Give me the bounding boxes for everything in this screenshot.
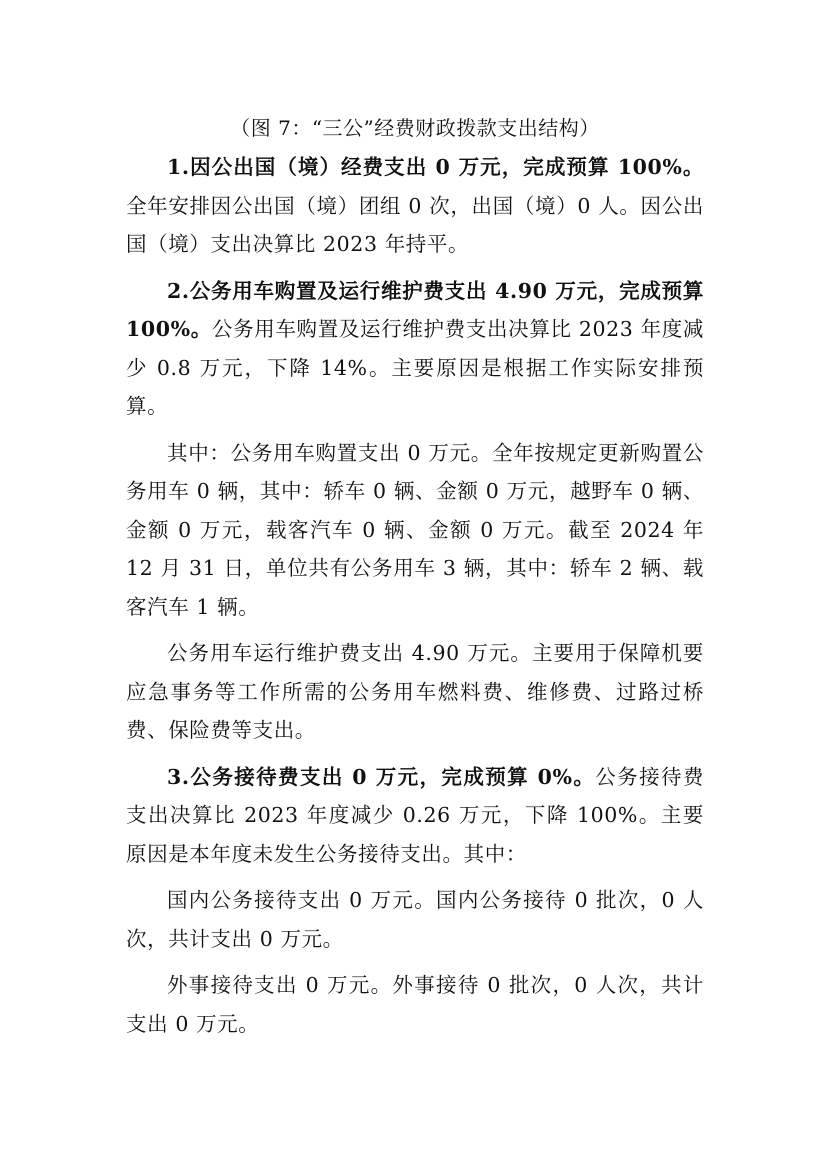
- paragraph-body: 公务用车运行维护费支出 4.90 万元。主要用于保障机要应急事务等工作所需的公务用车燃料费、维修费、过路过桥费、保险费等支出。: [126, 641, 704, 742]
- paragraph-vehicle-purchase: [126, 434, 704, 627]
- paragraph-overseas-travel: [126, 148, 704, 264]
- paragraph-body: 其中：公务用车购置支出 0 万元。全年按规定更新购置公务用车 0 辆，其中：轿车 0 辆、金额 0 万元，越野车 0 辆、金额 0 万元，载客汽车 0 辆、金额 0 万元。截至 2024 年 12 月 31 日，单位共有公务用车 3 辆，其中：轿车 2 辆、载客汽车 1 辆。: [126, 440, 704, 619]
- paragraph-body: 全年安排因公出国（境）团组 0 次，出国（境）0 人。因公出国（境）支出决算比 2023 年持平。: [126, 193, 704, 256]
- paragraph-body: 公务接待费支出决算比 2023 年度减少 0.26 万元，下降 100%。主要原因是本年度未发生公务接待支出。其中：: [126, 764, 704, 866]
- paragraph-vehicle-costs: [126, 272, 704, 426]
- paragraph-heading: 2.公务用车购置及运行维护费支出 4.90 万元，完成预算 100%。: [126, 278, 704, 341]
- paragraph-foreign-reception: [126, 966, 704, 1043]
- paragraph-reception-costs: [126, 758, 704, 874]
- paragraph-body: 外事接待支出 0 万元。外事接待 0 批次，0 人次，共计支出 0 万元。: [126, 973, 704, 1036]
- paragraph-vehicle-maintenance: [126, 634, 704, 750]
- paragraph-body: 国内公务接待支出 0 万元。国内公务接待 0 批次，0 人次，共计支出 0 万元。: [126, 888, 704, 951]
- document-page: [126, 108, 704, 1043]
- figure-caption: （图 7：“三公”经费财政拨款支出结构）: [230, 116, 600, 140]
- paragraph-domestic-reception: [126, 881, 704, 958]
- paragraph-heading: 3.公务接待费支出 0 万元，完成预算 0%。: [167, 764, 596, 789]
- paragraph-heading: 1.因公出国（境）经费支出 0 万元，完成预算 100%。: [167, 155, 704, 179]
- paragraph-body: 公务用车购置及运行维护费支出决算比 2023 年度减少 0.8 万元，下降 14%。主要原因是根据工作实际安排预算。: [126, 317, 704, 418]
